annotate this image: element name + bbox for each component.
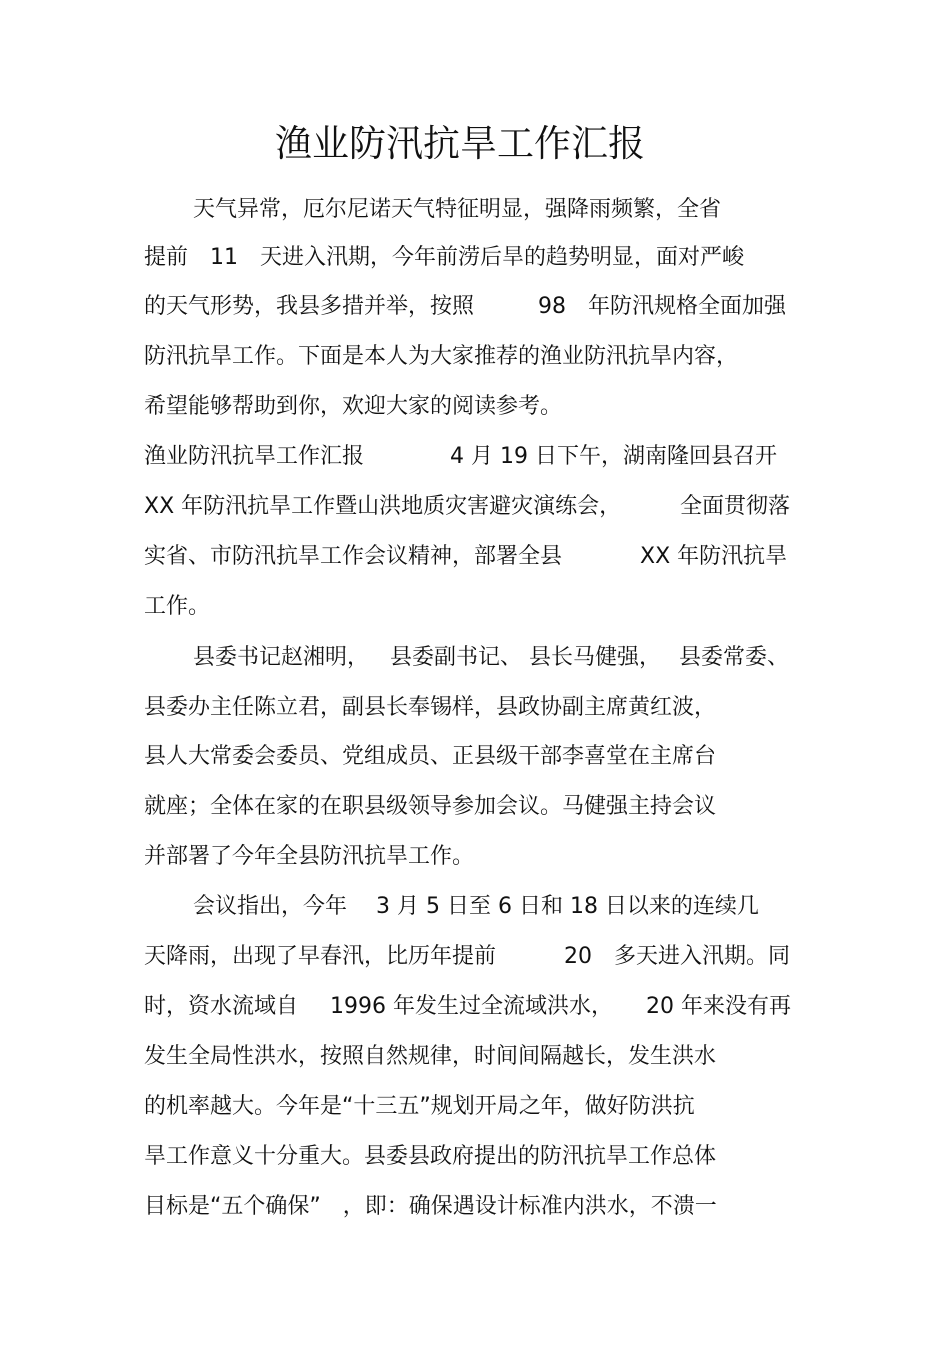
text-segment: 98 年防汛规格全面加强 <box>538 294 786 319</box>
text-segment: 县委副书记、 县长马健强， <box>390 645 661 670</box>
text-line: 工作。 <box>144 594 211 619</box>
text-line <box>144 492 804 522</box>
text-segment: 1996 年发生过全流域洪水， <box>330 994 613 1019</box>
text-line: 发生全局性洪水，按照自然规律，时间间隔越长，发生洪水 <box>144 1044 717 1069</box>
text-segment: 天降雨，出现了早春汛，比历年提前 <box>144 944 497 969</box>
text-line: 就座；全体在家的在职县级领导参加会议。马健强主持会议 <box>144 794 717 819</box>
text-line <box>144 542 804 572</box>
text-line: 会议指出，今年 3 月 5 日至 6 日和 18 日以来的连续几 <box>193 894 759 919</box>
text-line <box>193 643 803 673</box>
text-line <box>144 992 804 1022</box>
text-segment: 渔业防汛抗旱工作汇报 <box>144 444 365 469</box>
text-segment: 20 年来没有再 <box>646 994 791 1019</box>
text-segment: 的天气形势，我县多措并举，按照 <box>144 294 475 319</box>
text-line: 并部署了今年全县防汛抗旱工作。 <box>144 844 475 869</box>
text-segment: 全面贯彻落 <box>680 494 791 519</box>
text-line: 提前 11 天进入汛期，今年前涝后旱的趋势明显，面对严峻 <box>144 245 744 270</box>
text-segment: 实省、市防汛抗旱工作会议精神，部署全县 <box>144 544 563 569</box>
text-segment: 4 月 19 日下午，湖南隆回县召开 <box>450 444 777 469</box>
text-segment: 县委常委、 <box>679 645 790 670</box>
text-segment: 时，资水流域自 <box>144 994 299 1019</box>
text-line: 希望能够帮助到你，欢迎大家的阅读参考。 <box>144 394 563 419</box>
text-segment: 县委书记赵湘明， <box>193 645 370 670</box>
text-line: 天气异常，厄尔尼诺天气特征明显，强降雨频繁，全省 <box>193 197 722 222</box>
text-line: 县委办主任陈立君，副县长奉锡样，县政协副主席黄红波， <box>144 695 717 720</box>
text-line: 的机率越大。今年是“十三五”规划开局之年，做好防洪抗 <box>144 1094 695 1119</box>
text-segment: 20 多天进入汛期。同 <box>564 944 790 969</box>
text-segment: XX 年防汛抗旱 <box>640 544 788 569</box>
text-segment: XX 年防汛抗旱工作暨山洪地质灾害避灾演练会， <box>144 494 622 519</box>
document-title: 渔业防汛抗旱工作汇报 <box>275 122 645 165</box>
text-line: 县人大常委会委员、党组成员、正县级干部李喜堂在主席台 <box>144 744 717 769</box>
text-line <box>144 442 794 472</box>
text-line <box>144 942 804 972</box>
text-line: 目标是“五个确保” ，即：确保遇设计标准内洪水，不溃一 <box>144 1194 717 1219</box>
text-line: 旱工作意义十分重大。县委县政府提出的防汛抗旱工作总体 <box>144 1144 717 1169</box>
text-line: 防汛抗旱工作。下面是本人为大家推荐的渔业防汛抗旱内容， <box>144 344 739 369</box>
text-line <box>144 292 794 322</box>
